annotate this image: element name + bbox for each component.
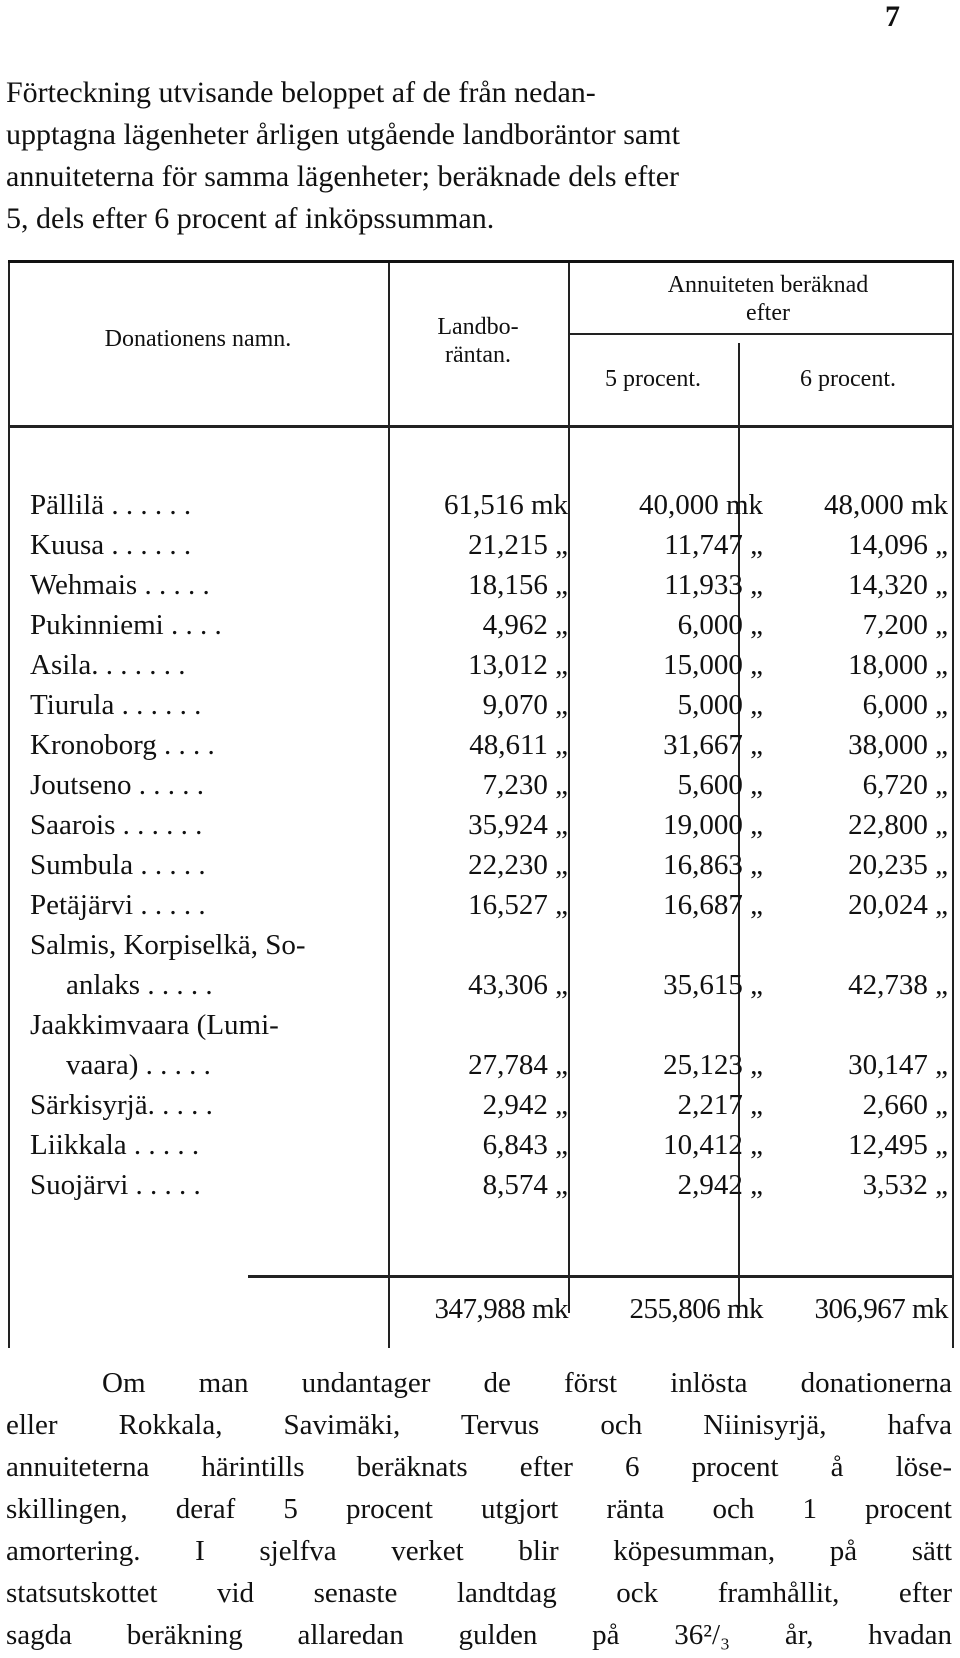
row-name-continued: vaara) . . . . . xyxy=(66,1049,211,1081)
paragraph-line: Om man undantager de först inlösta donationerna xyxy=(102,1367,952,1399)
total-5-procent: 255,806 mk xyxy=(629,1293,763,1325)
row-rent: 48,611 „ xyxy=(469,729,568,761)
intro-line: annuiteterna för samma lägenheter; beräknade dels efter xyxy=(6,160,679,193)
row-6-procent: 20,235 „ xyxy=(848,849,948,881)
paragraph-line: annuiteterna härintills beräknats efter 6 procent å löse- xyxy=(6,1451,952,1483)
row-5-procent: 11,933 „ xyxy=(664,569,763,601)
table-row xyxy=(8,925,954,965)
donations-table xyxy=(8,260,954,1348)
row-6-procent: 7,200 „ xyxy=(862,609,948,641)
row-rent: 2,942 „ xyxy=(482,1089,568,1121)
header-rent-line2: räntan. xyxy=(445,342,511,368)
row-5-procent: 31,667 „ xyxy=(663,729,763,761)
row-name: Saarois . . . . . . xyxy=(30,809,203,841)
row-5-procent: 6,000 „ xyxy=(677,609,763,641)
table-row xyxy=(8,1165,954,1205)
row-5-procent: 2,942 „ xyxy=(677,1169,763,1201)
header-annuity-line1: Annuiteten beräknad xyxy=(667,272,869,298)
row-6-procent: 22,800 „ xyxy=(848,809,948,841)
row-rent: 8,574 „ xyxy=(482,1169,568,1201)
intro-text xyxy=(6,72,952,240)
row-name-continued: anlaks . . . . . xyxy=(66,969,213,1001)
row-rent: 21,215 „ xyxy=(468,529,568,561)
total-6-procent: 306,967 mk xyxy=(814,1293,948,1325)
row-6-procent: 12,495 „ xyxy=(848,1129,948,1161)
table-row xyxy=(8,1125,954,1165)
table-row xyxy=(8,565,954,605)
row-6-procent: 48,000 mk xyxy=(823,489,948,521)
row-name: Pukinniemi . . . . xyxy=(30,609,222,641)
row-name: Suojärvi . . . . . xyxy=(30,1169,201,1201)
row-rent: 18,156 „ xyxy=(468,569,568,601)
row-name: Kronoborg . . . . xyxy=(30,729,215,761)
row-rent: 4,962 „ xyxy=(482,609,568,641)
row-6-procent: 6,720 „ xyxy=(862,769,948,801)
row-rent: 7,230 „ xyxy=(482,769,568,801)
table-row xyxy=(8,1085,954,1125)
table-rule xyxy=(8,425,954,428)
paragraph-line: sagda beräkning allaredan gulden på 36²/₃ år, hvadan xyxy=(6,1619,952,1651)
intro-line: 5, dels efter 6 procent af inköpssumman. xyxy=(6,202,495,235)
row-6-procent: 42,738 „ xyxy=(848,969,948,1001)
paragraph-line: statsutskottet vid senaste landtdag ock framhållit, efter xyxy=(6,1577,952,1609)
row-5-procent: 25,123 „ xyxy=(663,1049,763,1081)
total-rent: 347,988 mk xyxy=(434,1293,568,1325)
row-5-procent: 2,217 „ xyxy=(677,1089,763,1121)
row-rent: 9,070 „ xyxy=(482,689,568,721)
row-6-procent: 2,660 „ xyxy=(862,1089,948,1121)
table-row xyxy=(8,525,954,565)
row-6-procent: 3,532 „ xyxy=(862,1169,948,1201)
row-6-procent: 14,320 „ xyxy=(848,569,948,601)
row-6-procent: 6,000 „ xyxy=(862,689,948,721)
table-row xyxy=(8,965,954,1005)
table-row xyxy=(8,725,954,765)
row-name: Jaakkimvaara (Lumi- xyxy=(30,1009,279,1041)
table-row xyxy=(8,1005,954,1045)
row-name: Pällilä . . . . . . xyxy=(30,489,192,521)
intro-line: upptagna lägenheter årligen utgående landboräntor samt xyxy=(6,118,680,151)
row-name: Petäjärvi . . . . . xyxy=(30,889,206,921)
table-rule xyxy=(248,1275,954,1278)
row-5-procent: 16,863 „ xyxy=(663,849,763,881)
paragraph-line: eller Rokkala, Savimäki, Tervus och Niinisyrjä, hafva xyxy=(6,1409,952,1441)
table-row xyxy=(8,765,954,805)
table-row xyxy=(8,845,954,885)
body-paragraph xyxy=(6,1362,952,1656)
row-name: Sumbula . . . . . xyxy=(30,849,206,881)
row-5-procent: 10,412 „ xyxy=(663,1129,763,1161)
paragraph-line: skillingen, deraf 5 procent utgjort ränta och 1 procent xyxy=(6,1493,952,1525)
row-rent: 61,516 mk xyxy=(443,489,568,521)
row-name: Joutseno . . . . . xyxy=(30,769,204,801)
row-5-procent: 5,000 „ xyxy=(677,689,763,721)
row-rent: 27,784 „ xyxy=(468,1049,568,1081)
row-6-procent: 30,147 „ xyxy=(848,1049,948,1081)
row-5-procent: 40,000 mk xyxy=(638,489,763,521)
header-name: Donationens namn. xyxy=(104,326,292,352)
header-6-procent: 6 procent. xyxy=(800,366,896,392)
table-rule xyxy=(568,333,954,335)
row-5-procent: 16,687 „ xyxy=(663,889,763,921)
table-row xyxy=(8,485,954,525)
row-rent: 16,527 „ xyxy=(468,889,568,921)
table-row xyxy=(8,605,954,645)
totals-row xyxy=(8,1289,954,1329)
row-5-procent: 15,000 „ xyxy=(663,649,763,681)
row-6-procent: 14,096 „ xyxy=(848,529,948,561)
row-name: Kuusa . . . . . . xyxy=(30,529,192,561)
row-name: Liikkala . . . . . xyxy=(30,1129,200,1161)
row-name: Asila. . . . . . . xyxy=(30,649,186,681)
intro-line: Förteckning utvisande beloppet af de från nedan- xyxy=(6,76,596,109)
header-annuity xyxy=(583,271,953,327)
paragraph-line: amortering. I sjelfva verket blir köpesumman, på sätt xyxy=(6,1535,952,1567)
table-row xyxy=(8,645,954,685)
table-row xyxy=(8,685,954,725)
row-6-procent: 18,000 „ xyxy=(848,649,948,681)
table-row xyxy=(8,885,954,925)
row-rent: 22,230 „ xyxy=(468,849,568,881)
row-name: Wehmais . . . . . xyxy=(30,569,210,601)
header-rent xyxy=(403,313,553,369)
row-name: Salmis, Korpiselkä, So- xyxy=(30,929,306,961)
table-row xyxy=(8,1045,954,1085)
page-number: 7 xyxy=(885,0,900,33)
row-name: Tiurula . . . . . . xyxy=(30,689,202,721)
row-rent: 6,843 „ xyxy=(482,1129,568,1161)
header-rent-line1: Landbo- xyxy=(437,314,519,340)
row-5-procent: 19,000 „ xyxy=(663,809,763,841)
table-row xyxy=(8,805,954,845)
row-name: Särkisyrjä. . . . . xyxy=(30,1089,213,1121)
row-rent: 13,012 „ xyxy=(468,649,568,681)
row-6-procent: 20,024 „ xyxy=(848,889,948,921)
row-5-procent: 11,747 „ xyxy=(664,529,763,561)
header-5-procent: 5 procent. xyxy=(605,366,701,392)
row-rent: 35,924 „ xyxy=(468,809,568,841)
header-annuity-line2: efter xyxy=(746,300,790,326)
row-6-procent: 38,000 „ xyxy=(848,729,948,761)
row-5-procent: 35,615 „ xyxy=(663,969,763,1001)
row-rent: 43,306 „ xyxy=(468,969,568,1001)
row-5-procent: 5,600 „ xyxy=(677,769,763,801)
